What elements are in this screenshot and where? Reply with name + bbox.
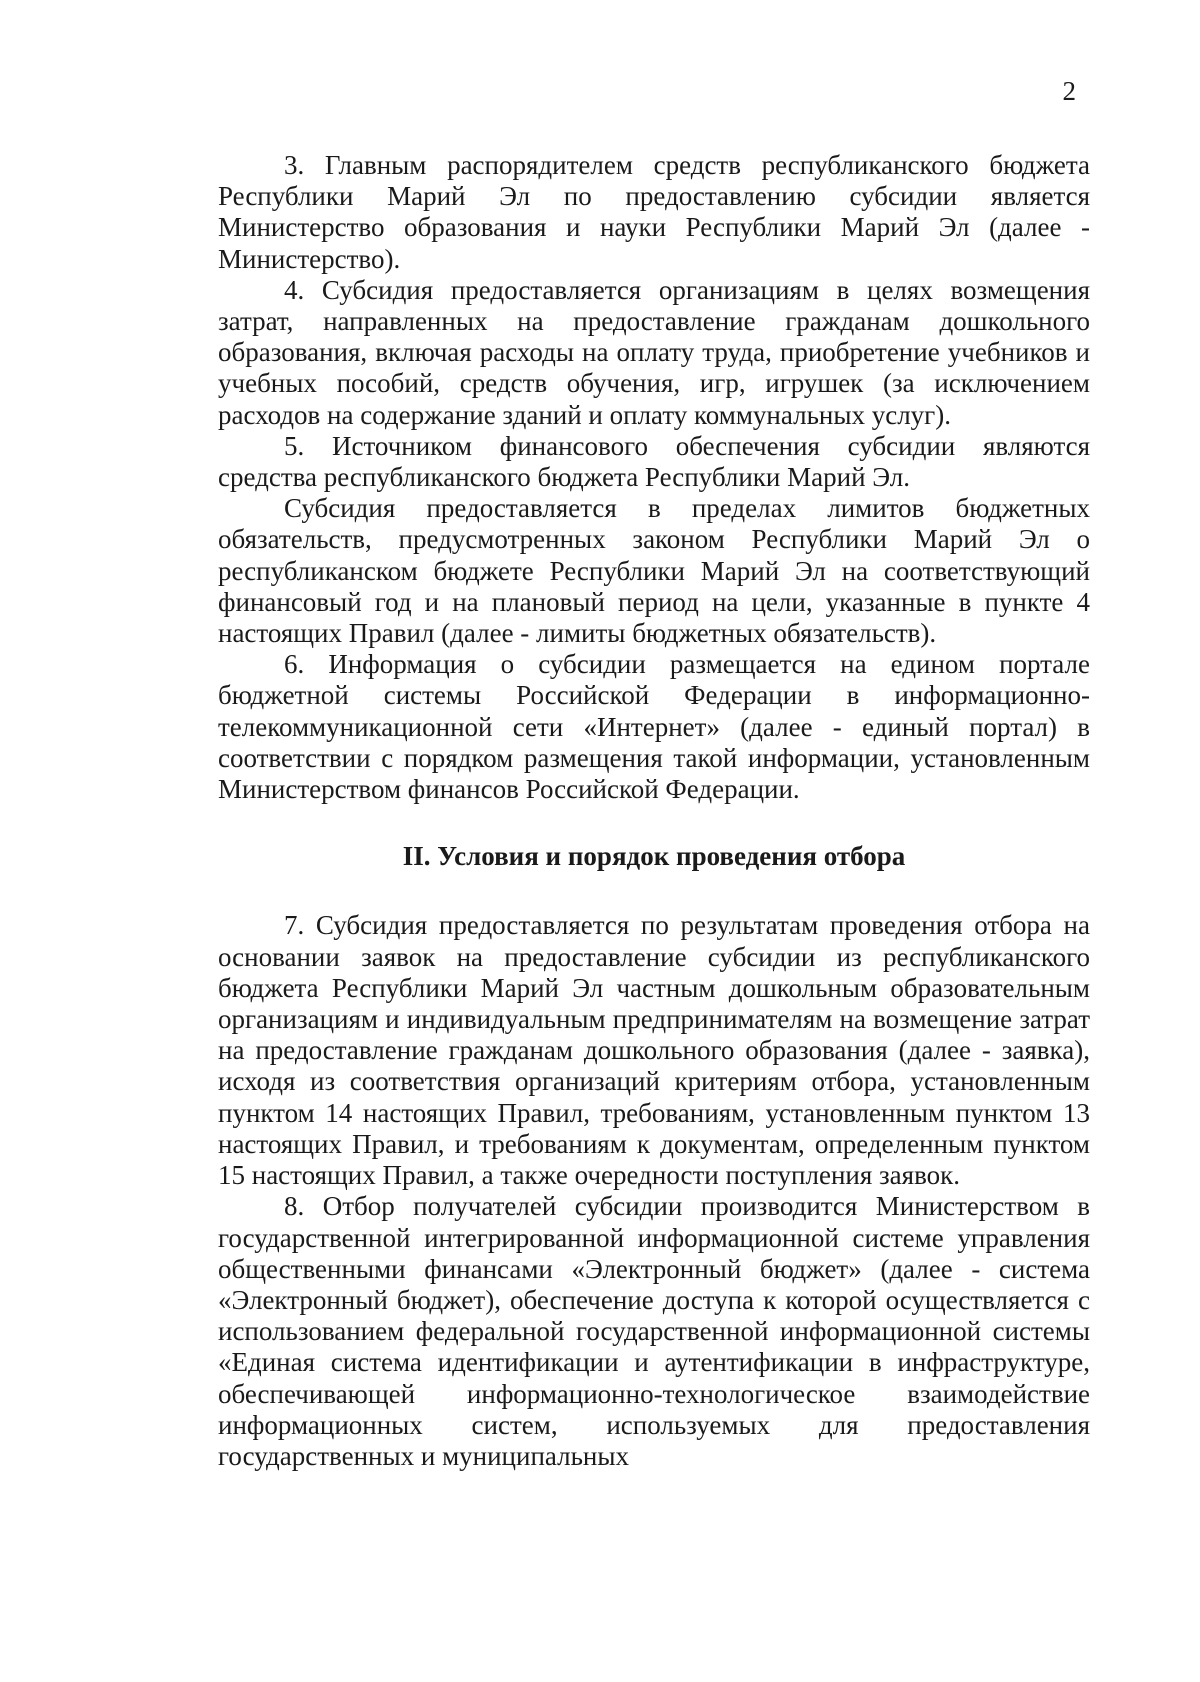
paragraph-8: 8. Отбор получателей субсидии производится Министерством в государственной интегрированной информационной системе управления общественными финансами «Электронный бюджет» (далее - система «Электронный бюджет), обеспечение доступа к которой осуществляется с использованием федеральной государственной информационной системы «Единая система идентификации и аутентификации в инфраструктуре, обеспечивающей информационно-технологическое взаимодействие информационных систем, используемых для предоставления государственных и муниципальных — [218, 1191, 1090, 1471]
paragraph-5-continued: Субсидия предоставляется в пределах лимитов бюджетных обязательств, предусмотренных законом Республики Марий Эл о республиканском бюджете Республики Марий Эл на соответствующий финансовый год и на плановый период на цели, указанные в пункте 4 настоящих Правил (далее - лимиты бюджетных обязательств). — [218, 493, 1090, 649]
paragraph-4: 4. Субсидия предоставляется организациям в целях возмещения затрат, направленных на предоставление гражданам дошкольного образования, включая расходы на оплату труда, приобретение учебников и учебных пособий, средств обучения, игр, игрушек (за исключением расходов на содержание зданий и оплату коммунальных услуг). — [218, 274, 1090, 430]
paragraph-5: 5. Источником финансового обеспечения субсидии являются средства республиканского бюджета Республики Марий Эл. — [218, 430, 1090, 493]
document-body — [218, 150, 1090, 1472]
page-number: 2 — [1062, 76, 1076, 106]
paragraph-7: 7. Субсидия предоставляется по результатам проведения отбора на основании заявок на предоставление субсидии из республиканского бюджета Республики Марий Эл частным дошкольным образовательным организациям и индивидуальным предпринимателям на возмещение затрат на предоставление гражданам дошкольного образования (далее - заявка), исходя из соответствия организаций критериям отбора, установленным пунктом 14 настоящих Правил, требованиям, установленным пунктом 13 настоящих Правил, и требованиям к документам, определенным пунктом 15 настоящих Правил, а также очередности поступления заявок. — [218, 910, 1090, 1191]
paragraph-3: 3. Главным распорядителем средств республиканского бюджета Республики Марий Эл по предоставлению субсидии является Министерство образования и науки Республики Марий Эл (далее - Министерство). — [218, 150, 1090, 274]
section-title: II. Условия и порядок проведения отбора — [402, 841, 906, 872]
paragraph-6: 6. Информация о субсидии размещается на едином портале бюджетной системы Российской Федерации в информационно-телекоммуникационной сети «Интернет» (далее - единый портал) в соответствии с порядком размещения такой информации, установленным Министерством финансов Российской Федерации. — [218, 649, 1090, 805]
